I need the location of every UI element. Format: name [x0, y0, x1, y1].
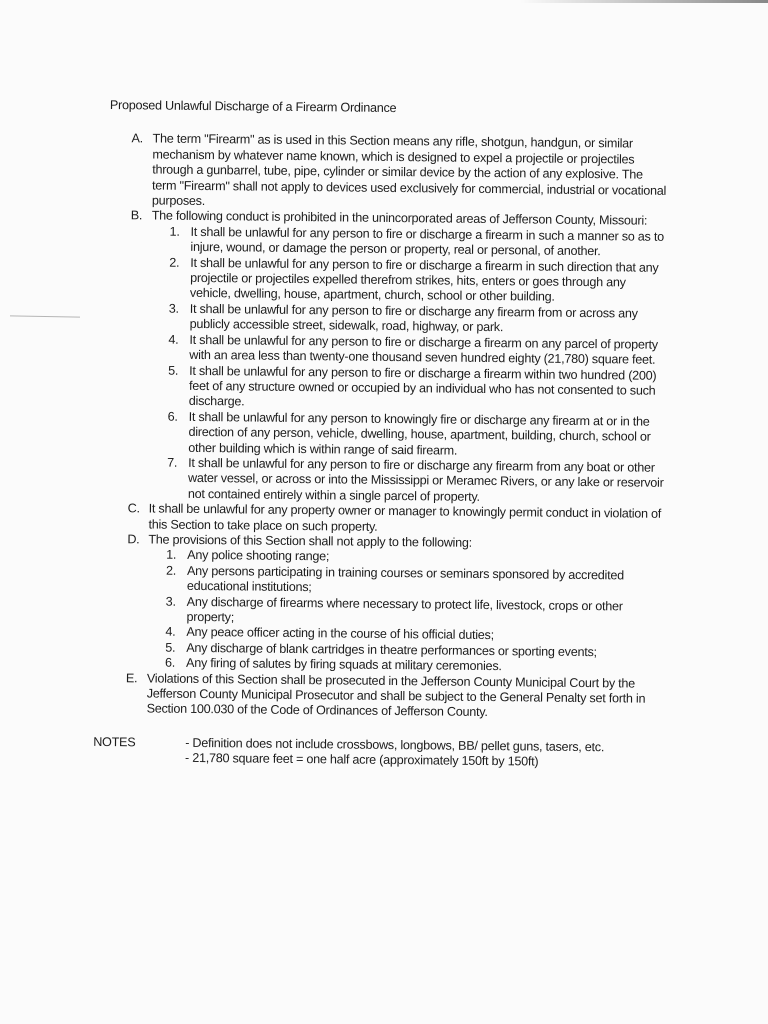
item-marker: 1. — [166, 548, 177, 563]
section-b-item-6 — [104, 409, 664, 461]
note-line: - 21,780 square feet = one half acre (approximately 150ft by 150ft) — [185, 751, 539, 769]
section-marker: B. — [130, 208, 143, 223]
item-text: It shall be unlawful for any person to fire or discharge a firearm on any parcel of property with an area less than twenty-one thousand seven hundred eighty (21,780) square feet. — [189, 332, 658, 367]
section-e — [102, 671, 662, 723]
item-marker: 6. — [167, 409, 178, 424]
item-text: Any discharge of firearms where necessary to protect life, livestock, crops or other property; — [186, 594, 623, 625]
item-text: It shall be unlawful for any person to fire or discharge a firearm within two hundred (200) feet of any structure owned or occupied by an individual who has not consented to such discharge. — [188, 363, 657, 409]
scan-edge-shadow — [520, 0, 768, 3]
document-page — [93, 98, 668, 771]
item-marker: 2. — [169, 255, 180, 270]
item-marker: 2. — [165, 563, 177, 578]
notes-label: NOTES — [93, 734, 136, 750]
section-b-item-2 — [106, 255, 666, 307]
section-text: The provisions of this Section shall not apply to the following: — [148, 532, 472, 550]
section-text: It shall be unlawful for any property owner or manager to knowingly permit conduct in violation of this Section to take place on such property. — [148, 501, 662, 534]
item-text: It shall be unlawful for any person to fire or discharge a firearm in such direction that any projectile or projectiles expelled therefrom strikes, hits, enters or goes through any vehicle, dwelling, house, apartment, church, school or other building. — [189, 255, 659, 305]
section-a — [107, 131, 668, 214]
item-marker: 5. — [165, 640, 176, 655]
item-marker: 5. — [168, 363, 179, 378]
section-marker: D. — [127, 532, 140, 547]
section-text: Violations of this Section shall be prosecuted in the Jefferson County Municipal Court by the Jefferson County Municipal Prosecutor and shall be subject to the General Penalty set forth in Section 100.030 of the Code of Ordinances of Jefferson County. — [146, 671, 646, 720]
section-marker: A. — [131, 131, 144, 146]
sections-list — [102, 131, 668, 722]
item-text: It shall be unlawful for any person to fire or discharge any firearm from any boat or other water vessel, or across or into the Mississippi or Meramec Rivers, or any lake or reservoir not contained entirely within a single parcel of property. — [187, 455, 664, 504]
item-text: It shall be unlawful for any person to fire or discharge any firearm from or across any publicly accessible street, sidewalk, road, highway, or park. — [189, 301, 638, 335]
item-text: Any discharge of blank cartridges in theatre performances or sporting events; — [186, 640, 597, 659]
section-marker: E. — [125, 670, 138, 685]
item-text: Any persons participating in training courses or seminars sponsored by accredited educational institutions; — [186, 563, 624, 595]
item-marker: 7. — [167, 455, 178, 470]
section-b-item-5 — [105, 362, 665, 414]
item-marker: 4. — [165, 625, 176, 640]
document-title: Proposed Unlawful Discharge of a Firearm Ordinance — [109, 98, 397, 116]
section-text: The term "Firearm" as is used in this Section means any rifle, shotgun, handgun, or similar mechanism by whatever name known, which is designed to expel a projectile or projectiles through a gunbarrel, tube, pipe, cylinder or similar device by the action of any explosive. The term "Firearm" shall not apply to devices used exclusively for commercial, industrial or vocational purposes. — [151, 131, 667, 209]
note-line: - Definition does not include crossbows, longbows, BB/ pellet guns, tasers, etc. — [185, 735, 605, 755]
section-b-item-7 — [104, 455, 664, 507]
item-marker: 6. — [165, 655, 176, 670]
section-marker: C. — [127, 501, 140, 516]
item-text: It shall be unlawful for any person to fire or discharge a firearm in such a manner so as to injure, wound, or damage the person or property, real or personal, of another. — [190, 224, 664, 259]
margin-smudge — [10, 315, 80, 317]
section-text: The following conduct is prohibited in the unincorporated areas of Jefferson County, Missouri: — [151, 208, 648, 229]
item-text: Any firing of salutes by firing squads at military ceremonies. — [186, 656, 502, 674]
item-marker: 3. — [168, 301, 179, 316]
item-marker: 3. — [165, 594, 176, 609]
item-text: Any peace officer acting in the course of his official duties; — [186, 625, 494, 643]
item-marker: 1. — [169, 224, 180, 239]
item-text: Any police shooting range; — [187, 548, 330, 564]
item-text: It shall be unlawful for any person to knowingly fire or discharge any firearm at or in the direction of any person, vehicle, dwelling, house, apartment, building, church, school or other building which is within range of said firearm. — [188, 409, 651, 458]
item-marker: 4. — [168, 332, 179, 347]
notes-block — [93, 734, 661, 772]
